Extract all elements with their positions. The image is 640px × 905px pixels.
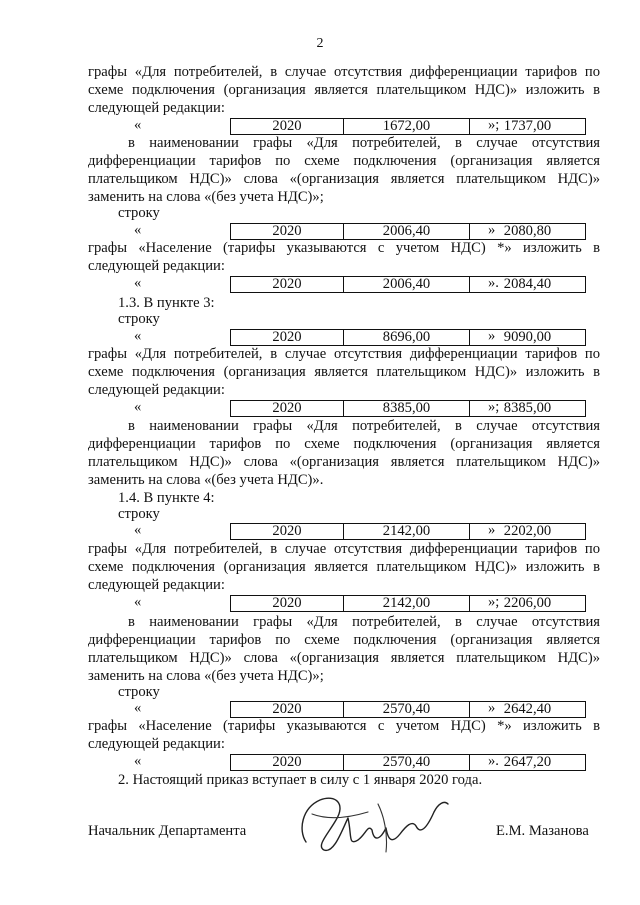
tariff-row <box>88 700 600 718</box>
text-line: 2. Настоящий приказ вступает в силу с 1 января 2020 года. <box>118 772 483 788</box>
text-line: строку <box>118 311 160 327</box>
text-line: следующей редакции: <box>88 100 225 116</box>
text-line: графы «Для потребителей, в случае отсутствия дифференциации тарифов по <box>88 346 600 362</box>
tariff-row <box>88 594 600 612</box>
page-number: 2 <box>316 36 324 51</box>
text-line: следующей редакции: <box>88 258 225 274</box>
value-cell: 8385,00 <box>344 401 470 416</box>
year-cell: 2020 <box>231 702 344 717</box>
text-line: схеме подключения (организация является плательщиком НДС)» изложить в <box>88 559 600 575</box>
tariff-table <box>230 595 586 612</box>
close-quote: »; <box>488 117 500 133</box>
value-cell: 2142,00 <box>344 524 470 539</box>
text-line: строку <box>118 506 160 522</box>
text-line: дифференциации тарифов по схеме подключения (организация является <box>88 153 600 169</box>
tariff-table <box>230 400 586 417</box>
text-line: заменить на слова «(без учета НДС)». <box>88 472 324 488</box>
text-line: дифференциации тарифов по схеме подключения (организация является <box>88 632 600 648</box>
tariff-table <box>230 701 586 718</box>
value-cell: 2647,20 <box>503 754 552 770</box>
close-quote: »; <box>488 399 500 415</box>
value-cell: 1737,00 <box>503 118 552 134</box>
text-line: 1.3. В пункте 3: <box>118 295 215 311</box>
text-line: графы «Население (тарифы указываются с учетом НДС) *» изложить в <box>88 718 600 734</box>
text-line: следующей редакции: <box>88 736 225 752</box>
text-line: графы «Население (тарифы указываются с учетом НДС) *» изложить в <box>88 240 600 256</box>
tariff-table <box>230 276 586 293</box>
text-line: 1.4. В пункте 4: <box>118 490 215 506</box>
year-cell: 2020 <box>231 330 344 345</box>
value-cell: 8385,00 <box>503 400 552 416</box>
tariff-table <box>230 118 586 135</box>
tariff-row <box>88 522 600 540</box>
signatory-position: Начальник Департамента <box>88 823 247 839</box>
value-cell: 2142,00 <box>344 596 470 611</box>
open-quote: « <box>134 399 142 415</box>
open-quote: « <box>134 594 142 610</box>
tariff-row <box>88 222 600 240</box>
close-quote: ». <box>488 275 499 291</box>
tariff-row <box>88 117 600 135</box>
open-quote: « <box>134 275 142 291</box>
text-line: схеме подключения (организация является плательщиком НДС)» изложить в <box>88 364 600 380</box>
value-cell: 2570,40 <box>344 755 470 770</box>
open-quote: « <box>134 117 142 133</box>
signatory-name: Е.М. Мазанова <box>496 823 589 839</box>
open-quote: « <box>134 700 142 716</box>
open-quote: « <box>134 522 142 538</box>
value-cell: 8696,00 <box>344 330 470 345</box>
tariff-table <box>230 329 586 346</box>
value-cell: 2006,40 <box>344 277 470 292</box>
text-line: схеме подключения (организация является плательщиком НДС)» изложить в <box>88 82 600 98</box>
text-line: графы «Для потребителей, в случае отсутствия дифференциации тарифов по <box>88 64 600 80</box>
open-quote: « <box>134 222 142 238</box>
tariff-row <box>88 399 600 417</box>
close-quote: »; <box>488 594 500 610</box>
value-cell: 2570,40 <box>344 702 470 717</box>
year-cell: 2020 <box>231 224 344 239</box>
text-line: заменить на слова «(без учета НДС)»; <box>88 668 324 684</box>
tariff-row <box>88 328 600 346</box>
close-quote: » <box>488 700 496 716</box>
year-cell: 2020 <box>231 401 344 416</box>
close-quote: » <box>488 522 496 538</box>
tariff-table <box>230 523 586 540</box>
text-line: дифференциации тарифов по схеме подключения (организация является <box>88 436 600 452</box>
close-quote: » <box>488 222 496 238</box>
open-quote: « <box>134 753 142 769</box>
value-cell: 1672,00 <box>344 119 470 134</box>
tariff-table <box>230 223 586 240</box>
text-line: плательщиком НДС)» слова «(организация является плательщиком НДС)» <box>88 650 600 666</box>
text-line: в наименовании графы «Для потребителей, в случае отсутствия <box>128 135 600 151</box>
year-cell: 2020 <box>231 277 344 292</box>
value-cell: 2080,80 <box>503 223 552 239</box>
handwritten-signature <box>288 790 458 860</box>
year-cell: 2020 <box>231 119 344 134</box>
open-quote: « <box>134 328 142 344</box>
text-line: в наименовании графы «Для потребителей, в случае отсутствия <box>128 614 600 630</box>
value-cell: 9090,00 <box>503 329 552 345</box>
text-line: плательщиком НДС)» слова «(организация является плательщиком НДС)» <box>88 454 600 470</box>
tariff-table <box>230 754 586 771</box>
tariff-row <box>88 275 600 293</box>
text-line: строку <box>118 205 160 221</box>
value-cell: 2006,40 <box>344 224 470 239</box>
year-cell: 2020 <box>231 755 344 770</box>
text-line: строку <box>118 684 160 700</box>
text-line: следующей редакции: <box>88 577 225 593</box>
text-line: графы «Для потребителей, в случае отсутствия дифференциации тарифов по <box>88 541 600 557</box>
text-line: плательщиком НДС)» слова «(организация является плательщиком НДС)» <box>88 171 600 187</box>
text-line: в наименовании графы «Для потребителей, в случае отсутствия <box>128 418 600 434</box>
close-quote: » <box>488 328 496 344</box>
year-cell: 2020 <box>231 524 344 539</box>
value-cell: 2206,00 <box>503 595 552 611</box>
text-line: заменить на слова «(без учета НДС)»; <box>88 189 324 205</box>
text-line: следующей редакции: <box>88 382 225 398</box>
value-cell: 2642,40 <box>503 701 552 717</box>
value-cell: 2202,00 <box>503 523 552 539</box>
tariff-row <box>88 753 600 771</box>
close-quote: ». <box>488 753 499 769</box>
year-cell: 2020 <box>231 596 344 611</box>
value-cell: 2084,40 <box>503 276 552 292</box>
